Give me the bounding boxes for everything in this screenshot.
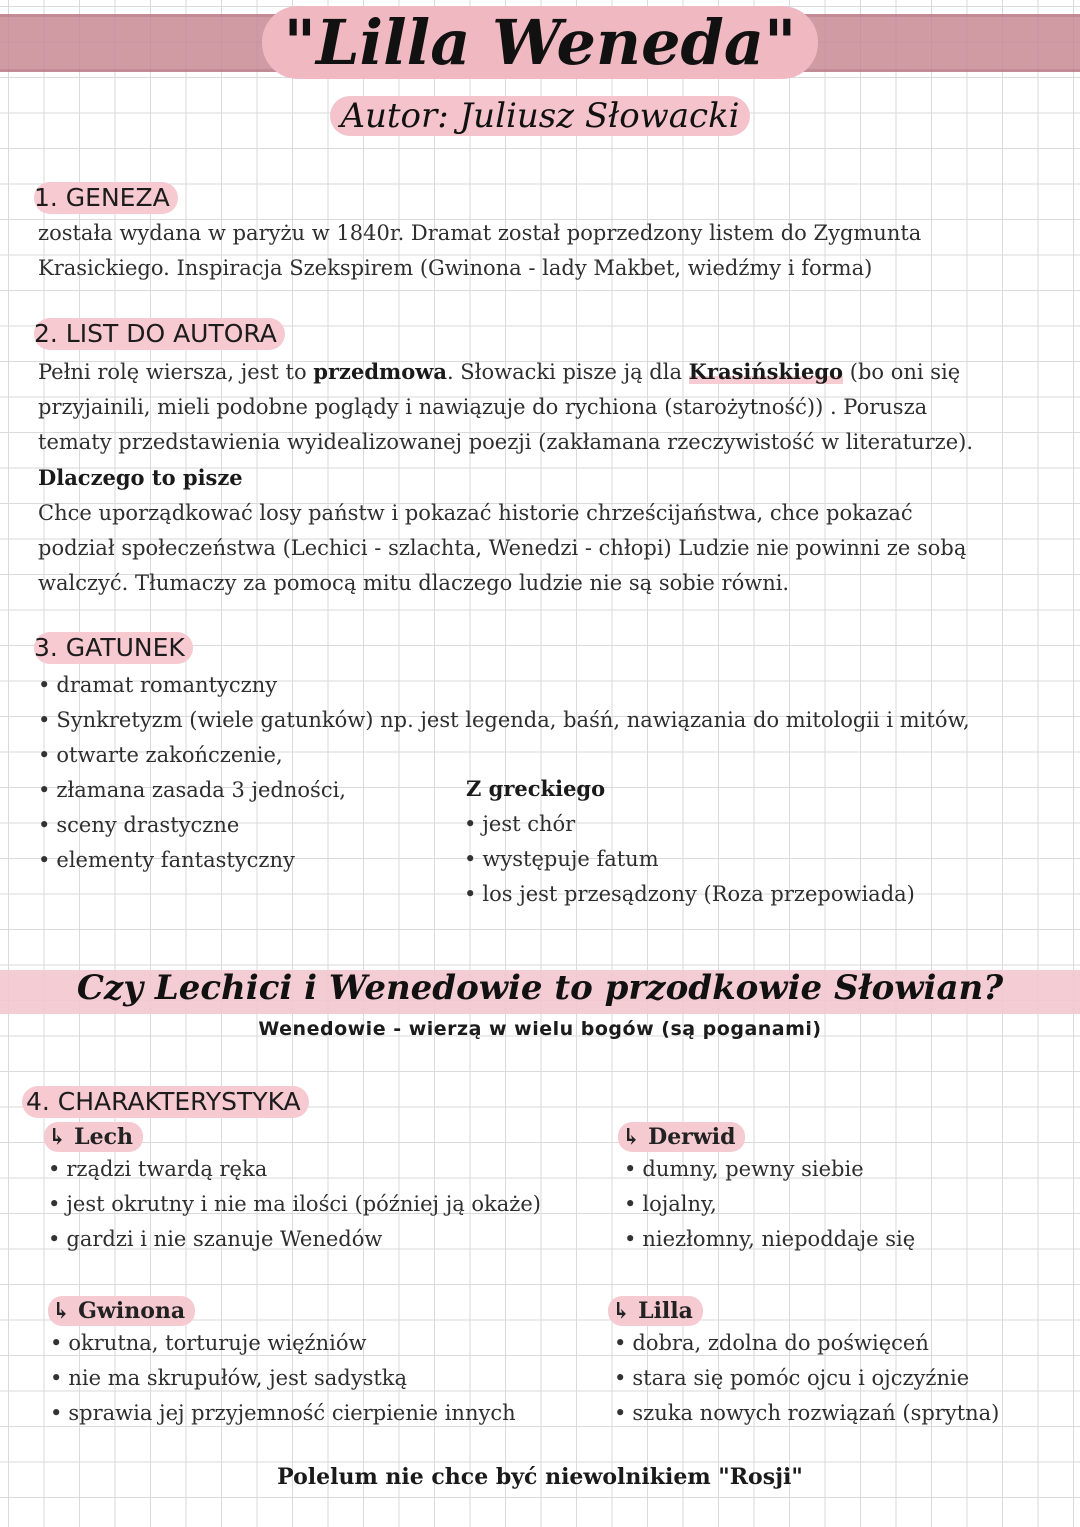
list-item: • los jest przesądzony (Roza przepowiada) [464,877,915,912]
list-item: • gardzi i nie szanuje Wenedów [48,1222,541,1257]
character-traits [614,1326,999,1431]
greek-list [464,807,915,912]
author-line: Autor: Juliusz Słowacki [0,96,1080,136]
subheading: Dlaczego to pisze [38,465,243,490]
section-gatunek [34,632,193,664]
list-item: • okrutna, torturuje więźniów [50,1326,516,1361]
section-heading: 2. LIST DO AUTORA [34,318,285,350]
list-text [38,354,1058,601]
list-item: • dumny, pewny siebie [624,1152,915,1187]
greek-heading: Z greckiego [466,776,606,801]
section-heading: 1. GENEZA [34,182,178,214]
text-line: Krasickiego. Inspiracja Szekspirem (Gwinona - lady Makbet, wiedźmy i forma) [38,256,873,280]
list-item: • otwarte zakończenie, [38,738,970,773]
character-lilla [608,1296,999,1431]
list-item: • niezłomny, niepoddaje się [624,1222,915,1257]
list-item: • złamana zasada 3 jedności, [38,773,970,808]
section-heading: 3. GATUNEK [34,632,193,664]
list-item: • sprawia jej przyjemność cierpienie innych [50,1396,516,1431]
question-title: Czy Lechici i Wenedowie to przodkowie Słowian? [76,968,1004,1008]
list-item: • jest okrutny i nie ma ilości (później ją okaże) [48,1187,541,1222]
text-line: Chce uporządkować losy państw i pokazać historie chrześcijaństwa, chce pokazać [38,501,913,525]
list-item: • występuje fatum [464,842,915,877]
list-item: • stara się pomóc ojcu i ojczyźnie [614,1361,999,1396]
text-line: Pełni rolę wiersza, jest to przedmowa. Słowacki pisze ją dla Krasińskiego (bo oni się [38,359,961,384]
list-item: • sceny drastyczne [38,808,970,843]
section-list [34,318,285,350]
character-traits [50,1326,516,1431]
character-name: ↳ Gwinona [48,1296,195,1326]
section-geneza [34,182,178,214]
list-item: • jest chór [464,807,915,842]
list-item: • elementy fantastyczny [38,843,970,878]
character-traits [48,1152,541,1257]
text-line: przyjainili, mieli podobne poglądy i nawiązuje do rychiona (starożytność)) . Porusza [38,395,928,419]
character-lech [44,1122,541,1257]
list-item: • nie ma skrupułów, jest sadystką [50,1361,516,1396]
character-name: ↳ Lilla [608,1296,703,1326]
list-item: • szuka nowych rozwiązań (sprytna) [614,1396,999,1431]
list-item: • dramat romantyczny [38,668,970,703]
text-line: została wydana w paryżu w 1840r. Dramat został poprzedzony listem do Zygmunta [38,221,922,245]
section-charakterystyka [22,1086,309,1118]
list-item: • dobra, zdolna do poświęceń [614,1326,999,1361]
section-heading: 4. CHARAKTERYSTYKA [22,1086,309,1118]
footer-note: Polelum nie chce być niewolnikiem "Rosji" [277,1464,803,1490]
text-line: tematy przedstawienia wyidealizowanej poezji (zakłamana rzeczywistość w literaturze). [38,430,974,454]
list-item: • Synkretyzm (wiele gatunków) np. jest legenda, baśń, nawiązania do mitologii i mitów, [38,703,970,738]
character-derwid [618,1122,915,1257]
question-subtitle: Wenedowie - wierzą w wielu bogów (są poganami) [258,1018,822,1040]
text-line: walczyć. Tłumaczy za pomocą mitu dlaczego ludzie nie są sobie równi. [38,571,790,595]
text-line: podział społeczeństwa (Lechici - szlachta, Wenedzi - chłopi) Ludzie nie powinni ze sobą [38,536,967,560]
page-title: "Lilla Weneda" [0,0,1080,86]
character-name: ↳ Derwid [618,1122,745,1152]
character-name: ↳ Lech [44,1122,143,1152]
list-item: • rządzi twardą ręka [48,1152,541,1187]
character-traits [624,1152,915,1257]
character-gwinona [48,1296,516,1431]
list-item: • lojalny, [624,1187,915,1222]
geneza-text [38,216,1048,286]
